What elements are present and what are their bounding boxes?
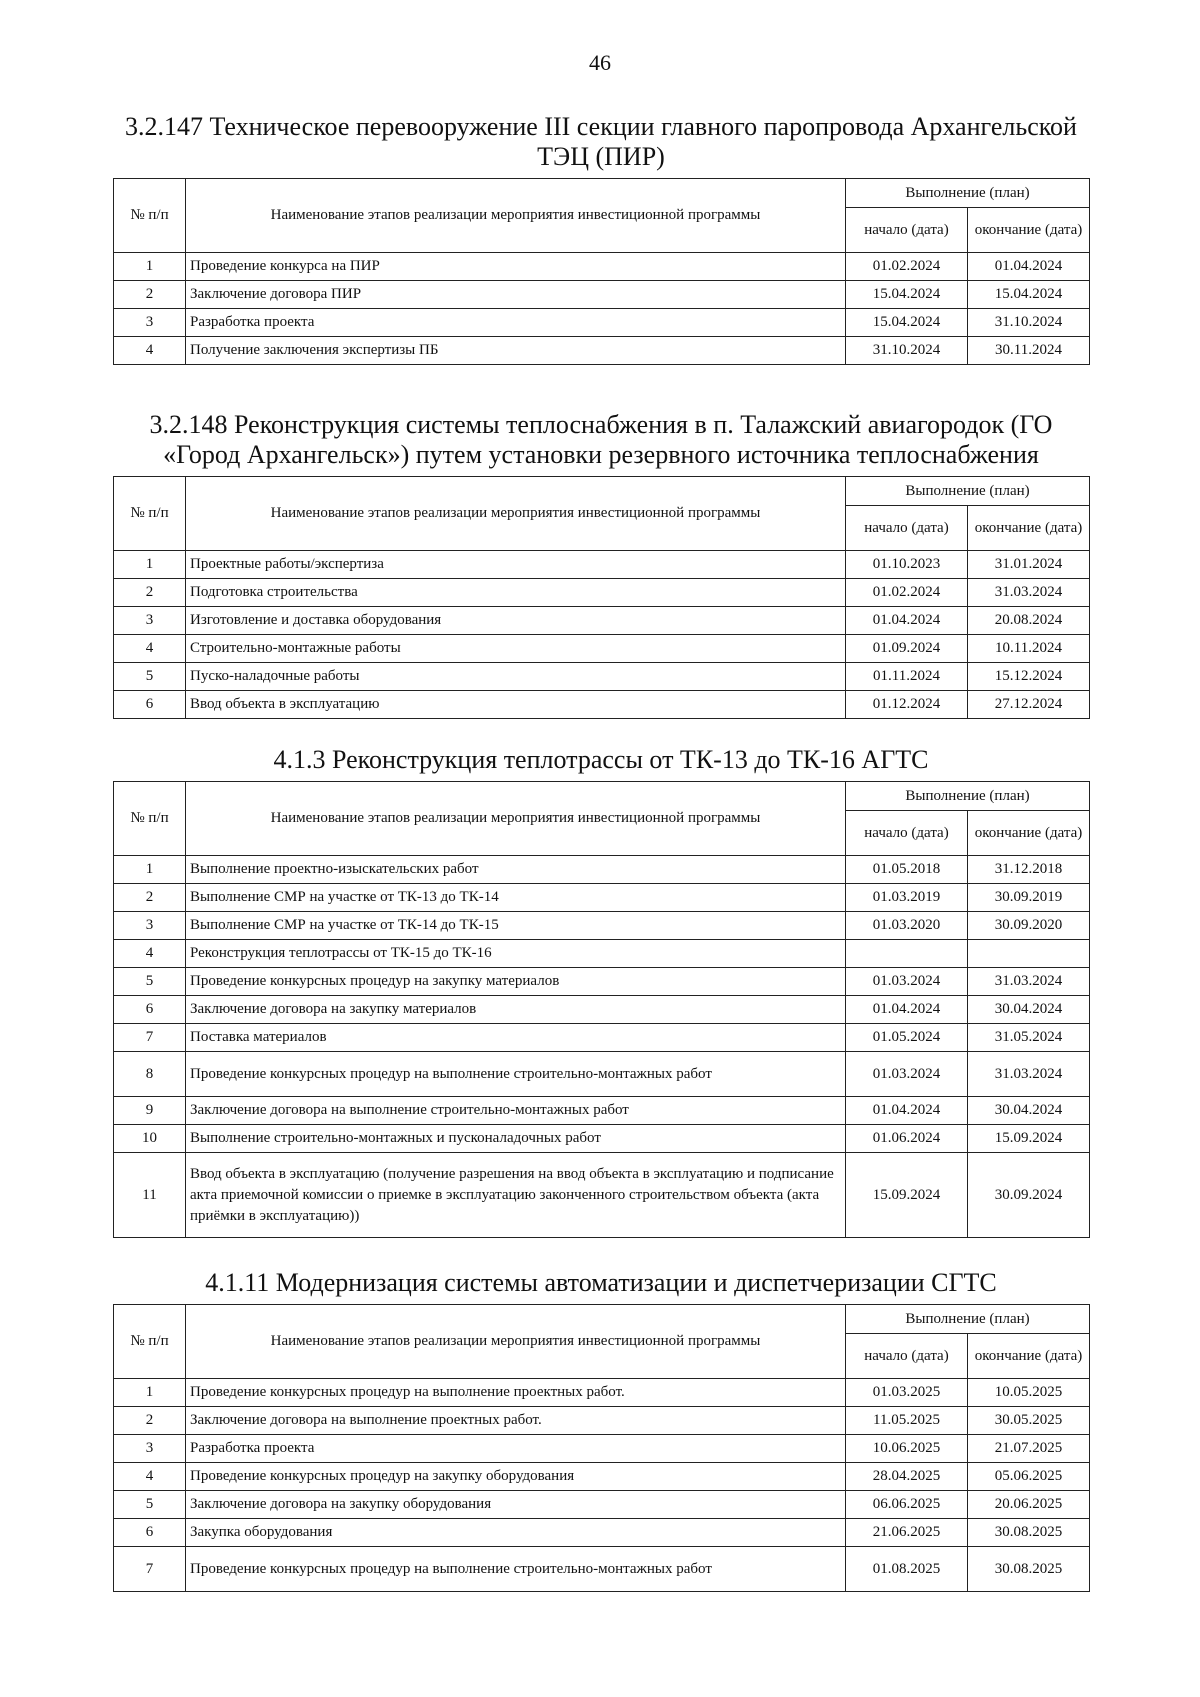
row-end: 30.09.2019 (968, 884, 1090, 912)
row-start: 31.10.2024 (846, 337, 968, 365)
row-start: 01.03.2020 (846, 912, 968, 940)
header-end: окончание (дата) (968, 1334, 1090, 1379)
section-title: 3.2.148 Реконструкция системы теплоснабжения в п. Талажский авиагородок (ГО «Город Архангельск») путем установки резервного источника теплоснабжения (149, 410, 1053, 469)
table-row (114, 1024, 1090, 1052)
row-num: 6 (114, 1519, 186, 1547)
row-end: 20.06.2025 (968, 1491, 1090, 1519)
row-name: Проектные работы/экспертиза (186, 551, 846, 579)
header-num: № п/п (114, 179, 186, 253)
row-name: Проведение конкурсных процедур на выполнение строительно-монтажных работ (186, 1052, 846, 1097)
row-num: 7 (114, 1547, 186, 1592)
header-num: № п/п (114, 477, 186, 551)
row-num: 1 (114, 856, 186, 884)
row-end: 31.03.2024 (968, 579, 1090, 607)
row-end: 10.11.2024 (968, 635, 1090, 663)
row-start (846, 940, 968, 968)
table-row (114, 996, 1090, 1024)
row-end: 30.04.2024 (968, 996, 1090, 1024)
header-start: начало (дата) (846, 506, 968, 551)
row-name: Заключение договора ПИР (186, 281, 846, 309)
table-row (114, 663, 1090, 691)
table-row (114, 912, 1090, 940)
table-row (114, 309, 1090, 337)
schedule-table (113, 476, 1090, 719)
row-start: 15.09.2024 (846, 1153, 968, 1238)
row-start: 01.06.2024 (846, 1125, 968, 1153)
row-name: Разработка проекта (186, 309, 846, 337)
row-name: Пуско-наладочные работы (186, 663, 846, 691)
table-row (114, 337, 1090, 365)
table-row (114, 1519, 1090, 1547)
table-row (114, 635, 1090, 663)
row-name: Выполнение СМР на участке от ТК-13 до ТК-14 (186, 884, 846, 912)
row-start: 01.09.2024 (846, 635, 968, 663)
row-num: 3 (114, 912, 186, 940)
row-num: 2 (114, 579, 186, 607)
row-num: 3 (114, 607, 186, 635)
row-end: 31.05.2024 (968, 1024, 1090, 1052)
row-end: 15.09.2024 (968, 1125, 1090, 1153)
table-row (114, 968, 1090, 996)
table-row (114, 940, 1090, 968)
row-name: Изготовление и доставка оборудования (186, 607, 846, 635)
row-start: 01.02.2024 (846, 253, 968, 281)
row-name: Проведение конкурсных процедур на закупку материалов (186, 968, 846, 996)
row-end: 31.03.2024 (968, 1052, 1090, 1097)
header-start: начало (дата) (846, 1334, 968, 1379)
row-num: 4 (114, 1463, 186, 1491)
row-start: 01.05.2018 (846, 856, 968, 884)
table-row (114, 281, 1090, 309)
row-start: 21.06.2025 (846, 1519, 968, 1547)
row-end: 31.03.2024 (968, 968, 1090, 996)
row-name: Ввод объекта в эксплуатацию (получение разрешения на ввод объекта в эксплуатацию и подписание акта приемочной комиссии о приемке в эксплуатацию законченного строительством объекта (акта приёмки в эксплуатацию)) (186, 1153, 846, 1238)
table-row (114, 253, 1090, 281)
row-start: 01.04.2024 (846, 996, 968, 1024)
row-start: 10.06.2025 (846, 1435, 968, 1463)
table-row (114, 1379, 1090, 1407)
row-name: Ввод объекта в эксплуатацию (186, 691, 846, 719)
row-start: 01.12.2024 (846, 691, 968, 719)
row-end: 05.06.2025 (968, 1463, 1090, 1491)
row-end: 30.08.2025 (968, 1547, 1090, 1592)
row-name: Реконструкция теплотрассы от ТК-15 до ТК-16 (186, 940, 846, 968)
row-start: 01.02.2024 (846, 579, 968, 607)
row-name: Поставка материалов (186, 1024, 846, 1052)
row-name: Строительно-монтажные работы (186, 635, 846, 663)
row-num: 2 (114, 884, 186, 912)
schedule-table (113, 1304, 1090, 1592)
row-end: 30.08.2025 (968, 1519, 1090, 1547)
table-row (114, 1125, 1090, 1153)
row-name: Заключение договора на закупку материалов (186, 996, 846, 1024)
row-num: 5 (114, 1491, 186, 1519)
section-3-2-148 (113, 410, 1089, 719)
table-row (114, 856, 1090, 884)
row-start: 01.04.2024 (846, 1097, 968, 1125)
section-title: 4.1.3 Реконструкция теплотрассы от ТК-13 до ТК-16 АГТС (273, 745, 929, 774)
table-row (114, 1435, 1090, 1463)
row-start: 01.11.2024 (846, 663, 968, 691)
table-row (114, 1407, 1090, 1435)
section-3-2-147 (113, 112, 1089, 365)
row-num: 6 (114, 996, 186, 1024)
table-row (114, 1463, 1090, 1491)
row-end: 30.09.2024 (968, 1153, 1090, 1238)
row-num: 10 (114, 1125, 186, 1153)
row-end: 31.10.2024 (968, 309, 1090, 337)
page-number: 46 (589, 50, 611, 75)
table-row (114, 1547, 1090, 1592)
table-row (114, 579, 1090, 607)
row-start: 28.04.2025 (846, 1463, 968, 1491)
header-name: Наименование этапов реализации мероприятия инвестиционной программы (186, 179, 846, 253)
table-row (114, 884, 1090, 912)
header-name: Наименование этапов реализации мероприятия инвестиционной программы (186, 782, 846, 856)
row-end: 15.04.2024 (968, 281, 1090, 309)
row-end: 10.05.2025 (968, 1379, 1090, 1407)
row-name: Проведение конкурсных процедур на закупку оборудования (186, 1463, 846, 1491)
row-name: Заключение договора на выполнение проектных работ. (186, 1407, 846, 1435)
row-start: 06.06.2025 (846, 1491, 968, 1519)
row-name: Выполнение строительно-монтажных и пусконаладочных работ (186, 1125, 846, 1153)
row-num: 4 (114, 635, 186, 663)
header-num: № п/п (114, 1305, 186, 1379)
header-start: начало (дата) (846, 208, 968, 253)
row-start: 15.04.2024 (846, 309, 968, 337)
row-num: 3 (114, 1435, 186, 1463)
row-name: Заключение договора на выполнение строительно-монтажных работ (186, 1097, 846, 1125)
row-name: Проведение конкурса на ПИР (186, 253, 846, 281)
row-start: 01.08.2025 (846, 1547, 968, 1592)
row-start: 01.03.2025 (846, 1379, 968, 1407)
header-end: окончание (дата) (968, 506, 1090, 551)
row-end: 31.01.2024 (968, 551, 1090, 579)
row-end: 20.08.2024 (968, 607, 1090, 635)
row-num: 5 (114, 968, 186, 996)
row-end: 21.07.2025 (968, 1435, 1090, 1463)
row-num: 8 (114, 1052, 186, 1097)
table-row (114, 1052, 1090, 1097)
row-name: Проведение конкурсных процедур на выполнение проектных работ. (186, 1379, 846, 1407)
header-num: № п/п (114, 782, 186, 856)
header-plan: Выполнение (план) (846, 179, 1090, 208)
header-plan: Выполнение (план) (846, 477, 1090, 506)
row-end: 27.12.2024 (968, 691, 1090, 719)
header-plan: Выполнение (план) (846, 1305, 1090, 1334)
schedule-table (113, 781, 1090, 1238)
row-name: Выполнение СМР на участке от ТК-14 до ТК-15 (186, 912, 846, 940)
table-row (114, 1097, 1090, 1125)
row-end: 31.12.2018 (968, 856, 1090, 884)
header-name: Наименование этапов реализации мероприятия инвестиционной программы (186, 1305, 846, 1379)
header-plan: Выполнение (план) (846, 782, 1090, 811)
row-num: 9 (114, 1097, 186, 1125)
row-num: 3 (114, 309, 186, 337)
row-num: 7 (114, 1024, 186, 1052)
row-start: 01.05.2024 (846, 1024, 968, 1052)
row-name: Получение заключения экспертизы ПБ (186, 337, 846, 365)
row-start: 01.04.2024 (846, 607, 968, 635)
section-4-1-11 (113, 1268, 1089, 1592)
table-row (114, 607, 1090, 635)
row-num: 5 (114, 663, 186, 691)
row-num: 2 (114, 281, 186, 309)
row-end: 30.09.2020 (968, 912, 1090, 940)
row-start: 01.03.2019 (846, 884, 968, 912)
section-title: 4.1.11 Модернизация системы автоматизации и диспетчеризации СГТС (205, 1268, 997, 1297)
header-end: окончание (дата) (968, 811, 1090, 856)
row-num: 6 (114, 691, 186, 719)
table-row (114, 1153, 1090, 1238)
row-start: 01.03.2024 (846, 968, 968, 996)
table-row (114, 691, 1090, 719)
row-num: 1 (114, 253, 186, 281)
header-start: начало (дата) (846, 811, 968, 856)
row-num: 4 (114, 940, 186, 968)
row-end (968, 940, 1090, 968)
row-name: Разработка проекта (186, 1435, 846, 1463)
row-num: 4 (114, 337, 186, 365)
header-end: окончание (дата) (968, 208, 1090, 253)
schedule-table (113, 178, 1090, 365)
row-end: 01.04.2024 (968, 253, 1090, 281)
row-num: 2 (114, 1407, 186, 1435)
row-start: 01.10.2023 (846, 551, 968, 579)
section-title: 3.2.147 Техническое перевооружение III секции главного паропровода Архангельской ТЭЦ (ПИР) (125, 112, 1077, 171)
row-num: 1 (114, 1379, 186, 1407)
row-end: 15.12.2024 (968, 663, 1090, 691)
row-end: 30.05.2025 (968, 1407, 1090, 1435)
table-row (114, 1491, 1090, 1519)
row-name: Выполнение проектно-изыскательских работ (186, 856, 846, 884)
row-start: 11.05.2025 (846, 1407, 968, 1435)
row-start: 15.04.2024 (846, 281, 968, 309)
section-4-1-3 (113, 745, 1089, 1238)
header-name: Наименование этапов реализации мероприятия инвестиционной программы (186, 477, 846, 551)
row-name: Заключение договора на закупку оборудования (186, 1491, 846, 1519)
row-start: 01.03.2024 (846, 1052, 968, 1097)
row-name: Проведение конкурсных процедур на выполнение строительно-монтажных работ (186, 1547, 846, 1592)
row-num: 1 (114, 551, 186, 579)
row-name: Подготовка строительства (186, 579, 846, 607)
row-end: 30.11.2024 (968, 337, 1090, 365)
row-num: 11 (114, 1153, 186, 1238)
table-row (114, 551, 1090, 579)
row-end: 30.04.2024 (968, 1097, 1090, 1125)
row-name: Закупка оборудования (186, 1519, 846, 1547)
